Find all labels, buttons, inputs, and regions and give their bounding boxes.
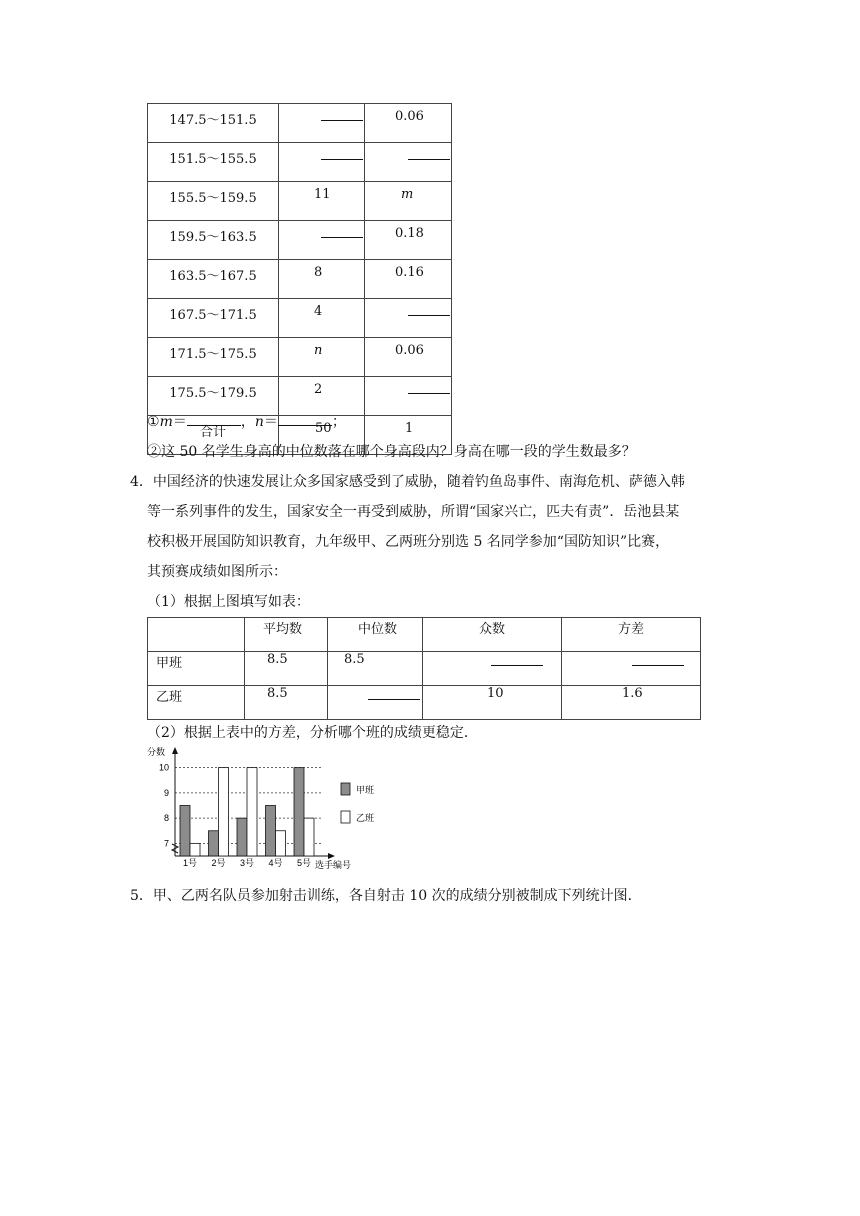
x-tick-label: 5号 — [296, 858, 312, 868]
stats-cell-mean: 8.5 — [245, 686, 328, 720]
q4-number: 4． — [130, 474, 153, 490]
q3-sub2-text: 这 50 名学生身高的中位数落在哪个身高段内？身高在哪一段的学生数最多？ — [161, 444, 636, 460]
legend-swatch — [341, 811, 350, 823]
var-m: m — [159, 414, 173, 430]
q4-line3: 校积极开展国防知识教育，九年级甲、乙两班分别选 5 名同学参加“国防知识”比赛， — [147, 534, 670, 550]
freq-range-cell: 147.5～151.5 — [148, 104, 279, 143]
bar-jia — [209, 831, 219, 856]
answer-blank-n — [278, 413, 332, 426]
q4-part1: （1）根据上图填写如表： — [147, 594, 310, 610]
freq-count-cell: 4 — [279, 299, 365, 338]
freq-range-cell: 175.5～179.5 — [148, 377, 279, 416]
comma: ， — [240, 414, 255, 430]
y-tick-label: 8 — [163, 813, 169, 824]
freq-frequency-blank — [365, 299, 452, 338]
stats-header-mean: 平均数 — [245, 618, 328, 652]
freq-row — [148, 338, 452, 377]
stats-header-median: 中位数 — [328, 618, 423, 652]
freq-count-cell: 50 — [279, 416, 365, 455]
freq-count-blank — [279, 104, 365, 143]
q4-line4: 其预赛成绩如图所示： — [147, 564, 287, 580]
freq-row — [148, 182, 452, 221]
x-axis-label: 选手编号 — [315, 860, 352, 870]
stats-cell-mean: 8.5 — [245, 652, 328, 686]
stats-row-label: 乙班 — [148, 686, 245, 720]
freq-row — [148, 377, 452, 416]
bar-yi — [276, 831, 286, 856]
stats-header-empty — [148, 618, 245, 652]
equals-sign: ＝ — [263, 414, 278, 430]
q4-line2: 等一系列事件的发生，国家安全一再受到威胁，所谓“国家兴亡，匹夫有责”．岳池县某 — [147, 504, 680, 520]
freq-row — [148, 260, 452, 299]
stats-cell-median: 8.5 — [328, 652, 423, 686]
circle-number-1: ① — [147, 414, 160, 430]
stats-cell-variance: 1.6 — [562, 686, 701, 720]
freq-row — [148, 221, 452, 260]
legend-label: 乙班 — [356, 813, 375, 823]
bar-jia — [266, 806, 276, 857]
q5-text: 甲、乙两名队员参加射击训练，各自射击 10 次的成绩分别被制成下列统计图． — [152, 888, 642, 904]
stats-header-row — [148, 618, 701, 652]
freq-row — [148, 299, 452, 338]
bar-jia — [294, 768, 304, 856]
freq-frequency-cell: 0.06 — [365, 104, 452, 143]
bar-jia — [180, 806, 190, 857]
stats-row-yi — [148, 686, 701, 720]
freq-frequency-cell: 0.06 — [365, 338, 452, 377]
bar-yi — [219, 768, 229, 856]
freq-range-cell: 151.5～155.5 — [148, 143, 279, 182]
y-tick-label: 7 — [163, 838, 169, 849]
q5-number: 5． — [130, 888, 153, 904]
equals-sign: ＝ — [172, 414, 187, 430]
axis-break-icon — [172, 844, 178, 853]
circle-number-2: ② — [147, 444, 161, 460]
freq-count-cell: 2 — [279, 377, 365, 416]
bar-yi — [304, 818, 314, 856]
score-bar-chart — [145, 747, 405, 872]
q4-text-1: 中国经济的快速发展让众多国家感受到了威胁，随着钓鱼岛事件、南海危机、萨德入韩 — [152, 474, 685, 490]
freq-frequency-cell: 0.16 — [365, 260, 452, 299]
freq-range-cell: 171.5～175.5 — [148, 338, 279, 377]
legend-swatch — [341, 783, 350, 795]
stats-cell-mode-blank — [423, 652, 562, 686]
y-axis-arrow — [172, 747, 178, 754]
y-tick-label: 10 — [158, 762, 169, 773]
freq-count-cell: n — [279, 338, 365, 377]
stats-header-mode: 众数 — [423, 618, 562, 652]
frequency-table — [147, 103, 452, 455]
freq-range-cell: 合计 — [148, 416, 279, 455]
stats-cell-median-blank — [328, 686, 423, 720]
stats-cell-mode: 10 — [423, 686, 562, 720]
stats-row-jia — [148, 652, 701, 686]
bar-yi — [247, 768, 257, 856]
freq-range-cell: 155.5～159.5 — [148, 182, 279, 221]
x-tick-label: 4号 — [268, 858, 283, 868]
freq-frequency-blank — [365, 143, 452, 182]
stats-table — [147, 617, 701, 720]
freq-count-cell: 8 — [279, 260, 365, 299]
x-tick-label: 2号 — [211, 858, 226, 868]
freq-range-cell: 163.5～167.5 — [148, 260, 279, 299]
freq-frequency-blank — [365, 377, 452, 416]
answer-blank-m — [187, 413, 241, 426]
y-axis-label: 分数 — [147, 747, 166, 757]
freq-count-blank — [279, 143, 365, 182]
freq-frequency-cell: 1 — [365, 416, 452, 455]
freq-range-cell: 159.5～163.5 — [148, 221, 279, 260]
x-axis-arrow — [328, 853, 335, 859]
x-tick-label: 3号 — [239, 858, 255, 868]
freq-count-cell: 11 — [279, 182, 365, 221]
y-tick-label: 9 — [163, 787, 169, 798]
freq-row — [148, 104, 452, 143]
freq-count-blank — [279, 221, 365, 260]
stats-row-label: 甲班 — [148, 652, 245, 686]
freq-frequency-cell: m — [365, 182, 452, 221]
semicolon: ； — [331, 414, 346, 430]
q3-sub2 — [147, 441, 636, 461]
freq-range-cell: 167.5～171.5 — [148, 299, 279, 338]
q4-line1 — [130, 471, 685, 491]
legend-label: 甲班 — [356, 785, 375, 795]
bar-jia — [237, 818, 247, 856]
q5-line — [130, 885, 642, 905]
var-n: n — [254, 414, 264, 430]
x-tick-label: 1号 — [182, 858, 198, 868]
stats-header-variance: 方差 — [562, 618, 701, 652]
stats-cell-variance-blank — [562, 652, 701, 686]
q3-sub1 — [147, 411, 346, 431]
freq-frequency-cell: 0.18 — [365, 221, 452, 260]
freq-row — [148, 143, 452, 182]
q4-part2: （2）根据上表中的方差，分析哪个班的成绩更稳定． — [147, 725, 478, 741]
bar-yi — [190, 843, 200, 856]
